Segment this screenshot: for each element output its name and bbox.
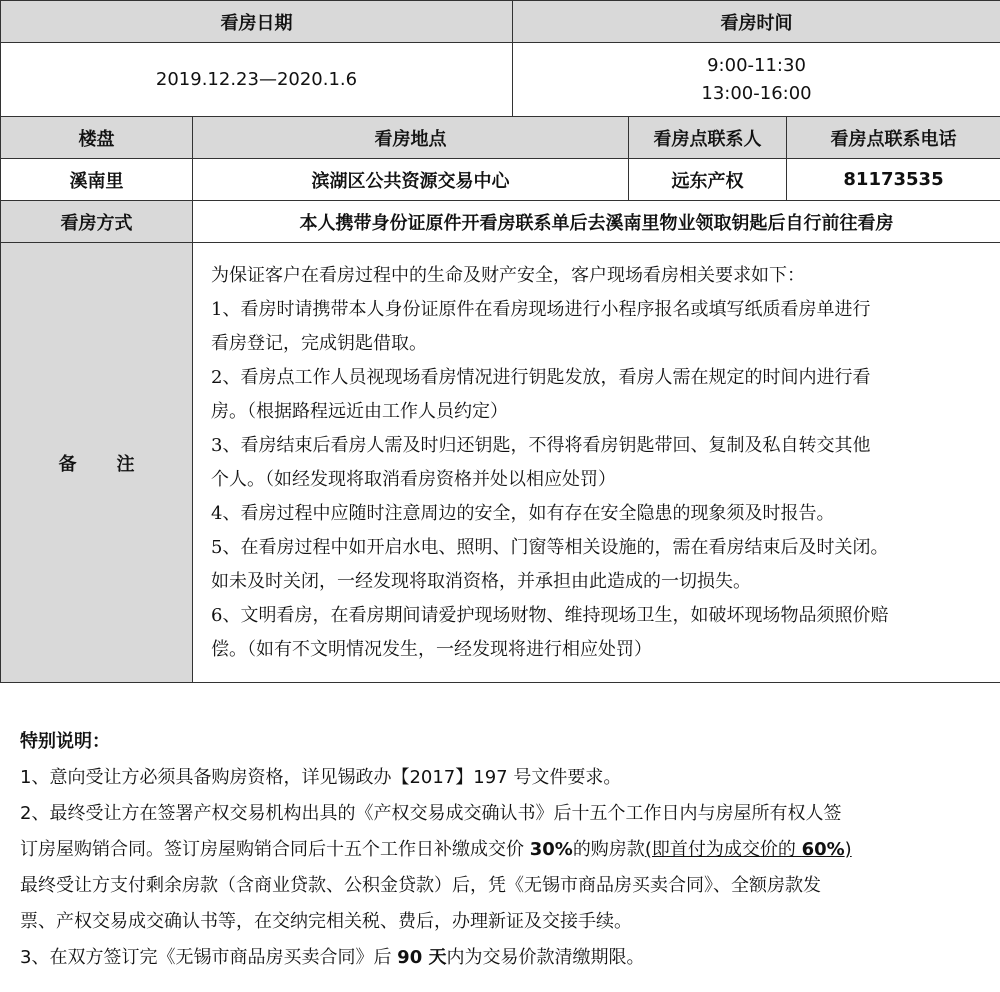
time-slot-afternoon: 13:00-16:00 [701,82,812,104]
remarks-line: 个人。（如经发现将取消看房资格并处以相应处罚） [211,468,616,490]
phone-value: 81173535 [787,159,1000,201]
ninety-days: 90 天 [397,947,447,968]
remarks-line: 1、看房时请携带本人身份证原件在看房现场进行小程序报名或填写纸质看房单进行 [211,298,871,320]
date-range: 2019.12.23—2020.1.6 [1,43,513,117]
remarks-line: 房。（根据路程远近由工作人员约定） [211,400,508,422]
special-notes [20,724,995,976]
remarks-label: 备注 [1,243,193,683]
remarks-line: 如未及时关闭，一经发现将取消资格，并承担由此造成的一切损失。 [211,570,751,592]
note-text: 3、在双方签订完《无锡市商品房买卖合同》后 [20,947,398,968]
remarks-line: 4、看房过程中应随时注意周边的安全，如有存在安全隐患的现象须及时报告。 [211,502,835,524]
remarks-line: 5、在看房过程中如开启水电、照明、门窗等相关设施的，需在看房结束后及时关闭。 [211,536,889,558]
time-header: 看房时间 [513,1,1000,43]
location-value: 滨湖区公共资源交易中心 [193,159,629,201]
note-item-2-line-2 [20,832,995,868]
note-item-2-line-1: 2、最终受让方在签署产权交易机构出具的《产权交易成交确认书》后十五个工作日内与房屋所有权人签 [20,803,842,824]
method-label: 看房方式 [1,201,193,243]
remarks-line: 看房登记，完成钥匙借取。 [211,332,427,354]
remarks-content [193,243,1000,683]
remarks-line: 为保证客户在看房过程中的生命及财产安全，客户现场看房相关要求如下： [211,264,805,286]
remarks-line: 6、文明看房，在看房期间请爱护现场财物、维持现场卫生，如破坏现场物品须照价赔 [211,604,889,626]
method-value: 本人携带身份证原件开看房联系单后去溪南里物业领取钥匙后自行前往看房 [193,201,1000,243]
note-text: 内为交易价款清缴期限。 [446,947,645,968]
time-slots [513,43,1000,117]
note-item-2-line-4: 票、产权交易成交确认书等，在交纳完相关税、费后，办理新证及交接手续。 [20,911,632,932]
down-payment-note: (即首付为成交价的 60%) [644,839,852,860]
percent-30: 30% [529,839,573,860]
remarks-line: 偿。（如有不文明情况发生，一经发现将进行相应处罚） [211,638,652,660]
contact-header: 看房点联系人 [629,117,787,159]
note-item-2-line-3: 最终受让方支付剩余房款（含商业贷款、公积金贷款）后，凭《无锡市商品房买卖合同》、全额房款发 [20,875,821,896]
property-header: 楼盘 [1,117,193,159]
contact-value: 远东产权 [629,159,787,201]
remarks-line: 3、看房结束后看房人需及时归还钥匙，不得将看房钥匙带回、复制及私自转交其他 [211,434,871,456]
note-item-3 [20,940,995,976]
date-header: 看房日期 [1,1,513,43]
note-item-1: 1、意向受让方必须具备购房资格，详见锡政办【2017】197 号文件要求。 [20,767,622,788]
remarks-line: 2、看房点工作人员视现场看房情况进行钥匙发放，看房人需在规定的时间内进行看 [211,366,871,388]
note-text: 的购房款 [572,839,645,860]
percent-60: 60% [801,839,845,860]
time-slot-morning: 9:00-11:30 [707,54,806,76]
property-value: 溪南里 [1,159,193,201]
phone-header: 看房点联系电话 [787,117,1000,159]
location-header: 看房地点 [193,117,629,159]
note-text: 订房屋购销合同。签订房屋购销合同后十五个工作日补缴成交价 [20,839,530,860]
notes-title: 特别说明： [20,731,110,752]
